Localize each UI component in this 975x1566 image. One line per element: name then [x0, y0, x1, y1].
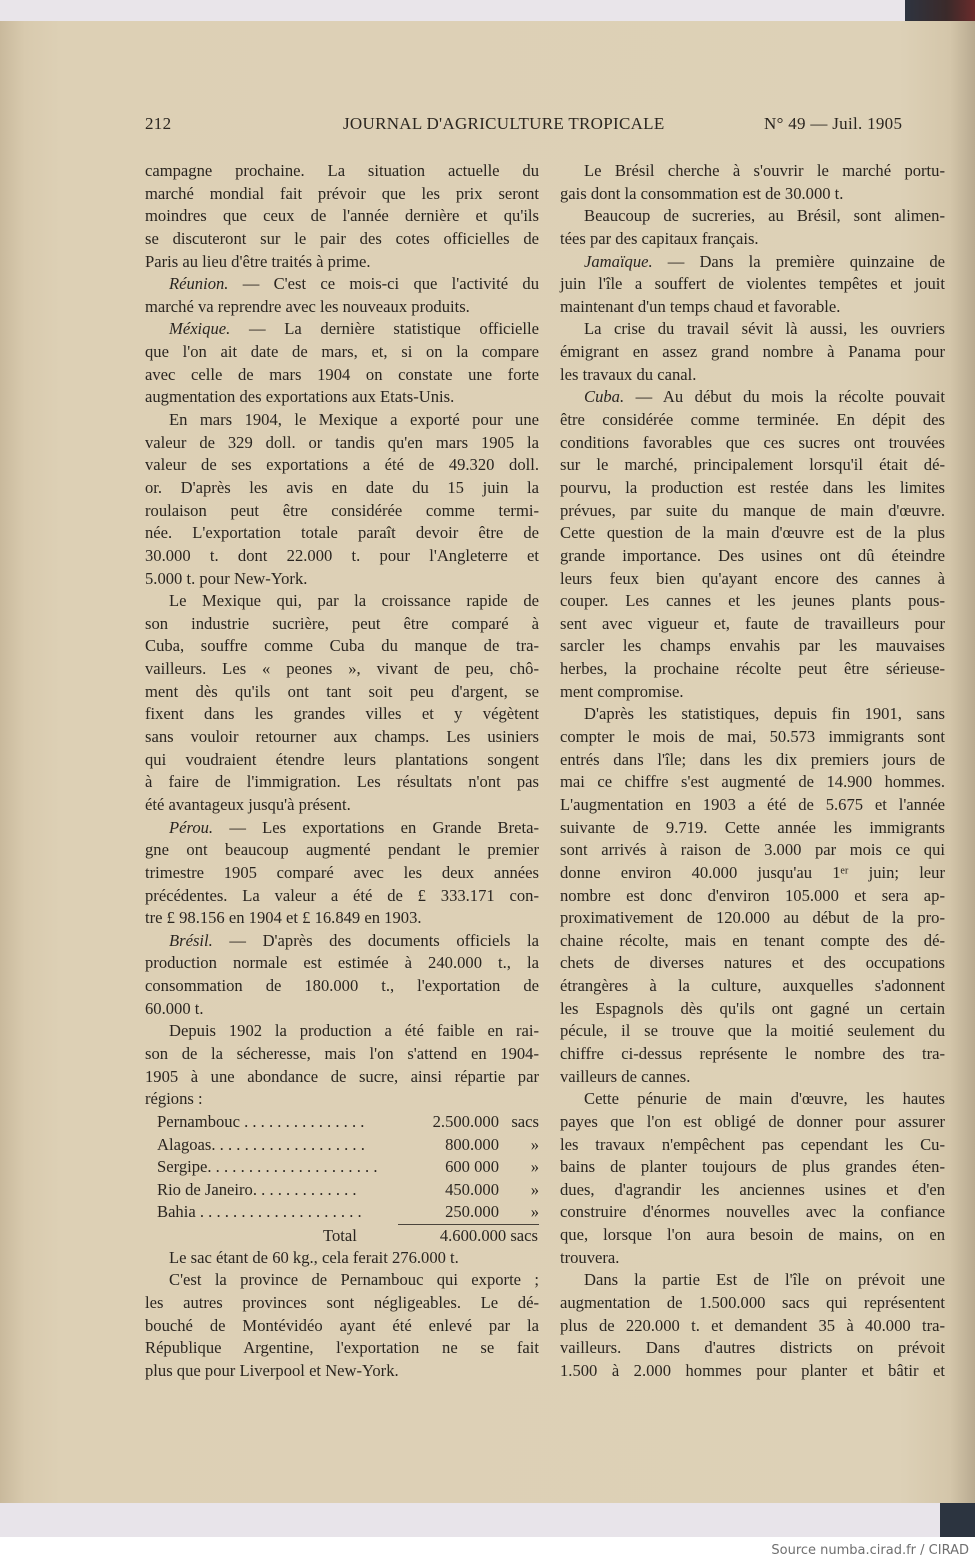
- scan-corner: [940, 1503, 975, 1537]
- text-line: entrés dans l'île; dans les dix premiers jours de: [560, 749, 945, 769]
- text-line: chaine récolte, mais en tenant compte des dé-: [560, 930, 945, 950]
- text-line: [145, 273, 539, 296]
- text-line: [145, 817, 539, 840]
- text-line: 1905 à une abondance de sucre, ainsi répartie par: [145, 1066, 539, 1086]
- scan-top-margin: [0, 0, 975, 21]
- text-line: Depuis 1902 la production a été faible en rai-: [169, 1021, 539, 1041]
- text-line: mai ce chiffre s'est augmenté de 14.900 hommes.: [560, 772, 945, 792]
- section-heading: Méxique.: [169, 319, 231, 339]
- text-line: se discuteront sur le pair des cotes officielles de: [145, 228, 539, 248]
- text-line: En mars 1904, le Mexique a exporté pour une: [169, 410, 539, 430]
- paragraph: [560, 1269, 945, 1382]
- text-line: les travaux du canal.: [560, 364, 697, 384]
- text-line: proximativement de 120.000 au début de la pro-: [560, 908, 945, 928]
- text-line: leurs feux bien qu'ayant encore des cannes à: [560, 568, 945, 588]
- region-value: 450.000: [445, 1179, 499, 1199]
- text-line: conditions favorables que ces sucres ont trouvées: [560, 432, 945, 452]
- text-line: bains de planter toujours de plus grandes éten-: [560, 1157, 945, 1177]
- line-text: — Dans la première quinzaine de: [652, 251, 945, 271]
- text-line: sarcler les champs envahis par les mauvaises: [560, 636, 945, 656]
- text-line: avec celle de mars 1904 on constate une forte: [145, 364, 539, 384]
- text-line: 30.000 t. dont 22.000 t. pour l'Angleterre et: [145, 545, 539, 565]
- paragraph: [145, 590, 539, 816]
- text-line: les travaux n'empêchent pas cependant les Cu-: [560, 1134, 945, 1154]
- region-name: Rio de Janeiro. . . . . . . . . . . . .: [157, 1179, 357, 1199]
- text-line: été avantageux jusqu'à présent.: [145, 794, 351, 814]
- text-line: compter le mois de mai, 50.573 immigrants sont: [560, 727, 945, 747]
- paragraph: [560, 703, 945, 1088]
- line-text: — Au début du mois la récolte pouvait: [624, 387, 945, 407]
- text-line: être considérée comme terminée. En dépit des: [560, 410, 945, 430]
- text-line: La crise du travail sévit là aussi, les ouvriers: [584, 319, 945, 339]
- text-line: son industrie sucrière, peut être comparé à: [145, 613, 539, 633]
- text-line: maintenant d'un temps chaud et favorable.: [560, 296, 841, 316]
- region-value: 2.500.000: [432, 1111, 499, 1131]
- text-line: les Espagnols dès qu'ils ont gagné un certain: [560, 998, 945, 1018]
- text-line: gais dont la consommation est de 30.000 t.: [560, 183, 844, 203]
- right-column: [560, 160, 945, 1383]
- text-line: vailleurs. Les « peones », vivant de peu, chô-: [145, 659, 539, 679]
- journal-title: JOURNAL D'AGRICULTURE TROPICALE: [343, 114, 665, 133]
- region-unit: sacs: [511, 1111, 539, 1131]
- text-line: prévues, par suite du manque de main d'œuvre.: [560, 500, 945, 520]
- line-text: — D'après des documents officiels la: [212, 930, 539, 950]
- text-line: les autres provinces sont négligeables. Le dé-: [145, 1293, 539, 1313]
- text-line: C'est la province de Pernambouc qui exporte ;: [169, 1270, 539, 1290]
- region-name: Pernambouc . . . . . . . . . . . . . . .: [157, 1111, 365, 1131]
- line-text: — C'est ce mois-ci que l'activité du: [228, 274, 539, 294]
- paragraph: [560, 205, 945, 250]
- paragraph: [560, 251, 945, 319]
- paragraph: [560, 318, 945, 386]
- text-line: gne ont beaucoup augmenté pendant le premier: [145, 840, 539, 860]
- text-line: son de la sécheresse, mais l'on s'attend en 1904-: [145, 1043, 539, 1063]
- text-line: ment dès qu'ils ont tant soit peu d'argent, se: [145, 681, 539, 701]
- text-line: roulaison peut être considérée comme termi-: [145, 500, 539, 520]
- region-value: 600 000: [445, 1157, 499, 1177]
- paragraph: [145, 318, 539, 409]
- paragraph: [145, 160, 539, 273]
- section-heading: Jamaïque.: [584, 251, 653, 271]
- text-line: [560, 386, 945, 409]
- left-column-text-after-table: [145, 1247, 539, 1383]
- text-line: que, lorsque l'on aura besoin de mains, on en: [560, 1225, 945, 1245]
- left-column-text-before-table: [145, 160, 539, 1111]
- line-text: — La dernière statistique officielle: [230, 319, 539, 339]
- text-line: marché mondial fait prévoir que les prix seront: [145, 183, 539, 203]
- text-line: bouché de Montévidéo ayant été enlevé par la: [145, 1315, 539, 1335]
- text-line: valeur de 329 doll. or tandis qu'en mars 1905 la: [145, 432, 539, 452]
- text-line: que l'on ait date de mars, et, si on la compare: [145, 342, 539, 362]
- text-line: D'après les statistiques, depuis fin 1901, sans: [584, 704, 945, 724]
- text-line: construire d'énormes nouvelles avec la confiance: [560, 1202, 945, 1222]
- paragraph: [145, 409, 539, 590]
- table-row: [145, 1201, 539, 1224]
- text-line: née. L'exportation totale paraît devoir être de: [145, 523, 539, 543]
- text-line: 60.000 t.: [145, 998, 204, 1018]
- table-row: [145, 1179, 539, 1202]
- text-line: consommation de 180.000 t., l'exportation de: [145, 976, 539, 996]
- text-line: [560, 251, 945, 274]
- text-line: juin l'île a souffert de violentes tempêtes et jouit: [560, 274, 945, 294]
- text-line: nombre est donc d'environ 105.000 et sera ap-: [560, 885, 945, 905]
- text-line: moindres que ceux de l'année dernière et qu'ils: [145, 206, 539, 226]
- scan-bottom-margin: [0, 1503, 940, 1537]
- text-line: Le sac étant de 60 kg., cela ferait 276.000 t.: [169, 1247, 459, 1267]
- table-row: [145, 1156, 539, 1179]
- text-line: à faire de l'immigration. Les résultats n'ont pas: [145, 772, 539, 792]
- text-line: sans vouloir retourner aux champs. Les usiniers: [145, 727, 539, 747]
- paragraph: [145, 1269, 539, 1382]
- text-line: qui voudraient étendre leurs plantations songent: [145, 749, 539, 769]
- section-heading: Réunion.: [169, 274, 229, 294]
- region-name: Alagoas. . . . . . . . . . . . . . . . . . .: [157, 1134, 365, 1154]
- text-line: fixent dans les grandes villes et y végètent: [145, 704, 539, 724]
- text-line: précédentes. La valeur a été de £ 333.171 con-: [145, 885, 539, 905]
- text-line: tées par des capitaux français.: [560, 228, 759, 248]
- left-column: [145, 160, 539, 1383]
- table-row: [145, 1111, 539, 1134]
- text-line: plus que pour Liverpool et New-York.: [145, 1360, 399, 1380]
- text-line: Cette pénurie de main d'œuvre, les hautes: [584, 1089, 945, 1109]
- text-line: émigrant en assez grand nombre à Panama pour: [560, 342, 945, 362]
- region-unit: »: [530, 1202, 539, 1222]
- text-line: étrangères à la culture, auxquelles s'adonnent: [560, 976, 945, 996]
- text-line: suivante de 9.719. Cette année les immigrants: [560, 817, 945, 837]
- text-line: sont arrivés à raison de 3.000 par mois ce qui: [560, 840, 945, 860]
- paragraph: [145, 1247, 539, 1270]
- text-line: augmentation de 1.500.000 sacs qui représentent: [560, 1293, 945, 1313]
- table-total-row: [323, 1224, 539, 1247]
- paragraph: [145, 817, 539, 930]
- text-line: trouvera.: [560, 1247, 620, 1267]
- issue-info: N° 49 — Juil. 1905: [764, 114, 903, 133]
- text-line: L'augmentation en 1903 a été de 5.675 et l'année: [560, 794, 945, 814]
- text-line: Le Brésil cherche à s'ouvrir le marché portu-: [584, 161, 945, 180]
- text-line: plus de 220.000 t. et demandent 35 à 40.000 tra-: [560, 1315, 945, 1335]
- page-number: 212: [145, 114, 172, 133]
- text-line: grande importance. Des usines ont dû éteindre: [560, 545, 945, 565]
- text-line: vailleurs de cannes.: [560, 1066, 691, 1086]
- right-column-text: [560, 160, 945, 1383]
- paragraph: [145, 1020, 539, 1111]
- text-line: augmentation des exportations aux Etats-Unis.: [145, 387, 455, 407]
- source-credit: Source numba.cirad.fr / CIRAD: [771, 1543, 969, 1558]
- text-line: chiffre ci-dessus représente le nombre des tra-: [560, 1043, 945, 1063]
- text-line: Paris au lieu d'être traités à prime.: [145, 251, 371, 271]
- region-unit: »: [530, 1157, 539, 1177]
- text-line: République Argentine, l'exportation ne se fait: [145, 1338, 539, 1358]
- region-name: Bahia . . . . . . . . . . . . . . . . . . . .: [157, 1202, 362, 1222]
- region-unit: »: [530, 1179, 539, 1199]
- region-value: 800.000: [445, 1134, 499, 1154]
- text-line: Dans la partie Est de l'île on prévoit une: [584, 1270, 945, 1290]
- text-line: régions :: [145, 1089, 203, 1109]
- line-text: — Les exportations en Grande Breta-: [213, 817, 539, 837]
- text-line: valeur de ses exportations a été de 49.320 doll.: [145, 455, 539, 475]
- text-line: trimestre 1905 comparé avec les deux années: [145, 862, 539, 882]
- text-line: Cette question de la main d'œuvre est de la plus: [560, 523, 945, 543]
- text-line: marché va reprendre avec les nouveaux produits.: [145, 296, 470, 316]
- sugar-production-table: [145, 1111, 539, 1224]
- text-line: [145, 318, 539, 341]
- text-line: pécule, il se trouve que la moitié seulement du: [560, 1021, 945, 1041]
- paragraph: [560, 1088, 945, 1269]
- text-line: herbes, la prochaine récolte peut être sérieuse-: [560, 659, 945, 679]
- total-value: 4.600.000 sacs: [439, 1226, 538, 1246]
- text-line: payes que l'on est obligé de donner pour assurer: [560, 1111, 945, 1131]
- text-line: [145, 930, 539, 953]
- text-line: tre £ 98.156 en 1904 et £ 16.849 en 1903.: [145, 908, 422, 928]
- text-line: Beaucoup de sucreries, au Brésil, sont alimen-: [584, 206, 945, 226]
- region-unit: »: [530, 1134, 539, 1154]
- text-line: 1.500 à 2.000 hommes pour planter et bâtir et: [560, 1360, 945, 1380]
- text-line: dues, d'agrandir les anciennes usines et d'en: [560, 1179, 945, 1199]
- text-line: Cuba, souffre comme Cuba du manque de tra-: [145, 636, 539, 656]
- text-line: chets de diverses natures et des occupations: [560, 953, 945, 973]
- paragraph: [145, 273, 539, 318]
- text-line: sur le marché, principalement lorsqu'il était dé-: [560, 455, 945, 475]
- paragraph: [145, 930, 539, 1021]
- section-heading: Cuba.: [584, 387, 625, 407]
- text-line: production normale est estimée à 240.000 t., la: [145, 953, 539, 973]
- region-value: 250.000: [445, 1202, 499, 1222]
- text-line: Le Mexique qui, par la croissance rapide de: [169, 591, 539, 611]
- scan-corner: [905, 0, 975, 21]
- text-line: couper. Les cannes et les jeunes plants pous-: [560, 591, 945, 611]
- paragraph: [560, 386, 945, 703]
- section-heading: Pérou.: [169, 817, 214, 837]
- text-line: sent avec vigueur et, faute de travailleurs pour: [560, 613, 945, 633]
- text-line: pourvu, la production est restée dans les limites: [560, 477, 945, 497]
- text-line: ment compromise.: [560, 681, 684, 701]
- total-label: Total: [323, 1226, 357, 1246]
- text-line: or. D'après les avis en date du 15 juin la: [145, 477, 539, 497]
- text-line: 5.000 t. pour New-York.: [145, 568, 308, 588]
- text-line: vailleurs. Dans d'autres districts on prévoit: [560, 1338, 945, 1358]
- text-line: donne environ 40.000 jusqu'au 1ᵉʳ juin; leur: [560, 862, 945, 882]
- paragraph: [560, 160, 945, 205]
- section-heading: Brésil.: [169, 930, 213, 950]
- table-row: [145, 1134, 539, 1157]
- region-name: Sergipe. . . . . . . . . . . . . . . . . . . . .: [157, 1157, 378, 1177]
- text-line: campagne prochaine. La situation actuelle du: [145, 161, 539, 180]
